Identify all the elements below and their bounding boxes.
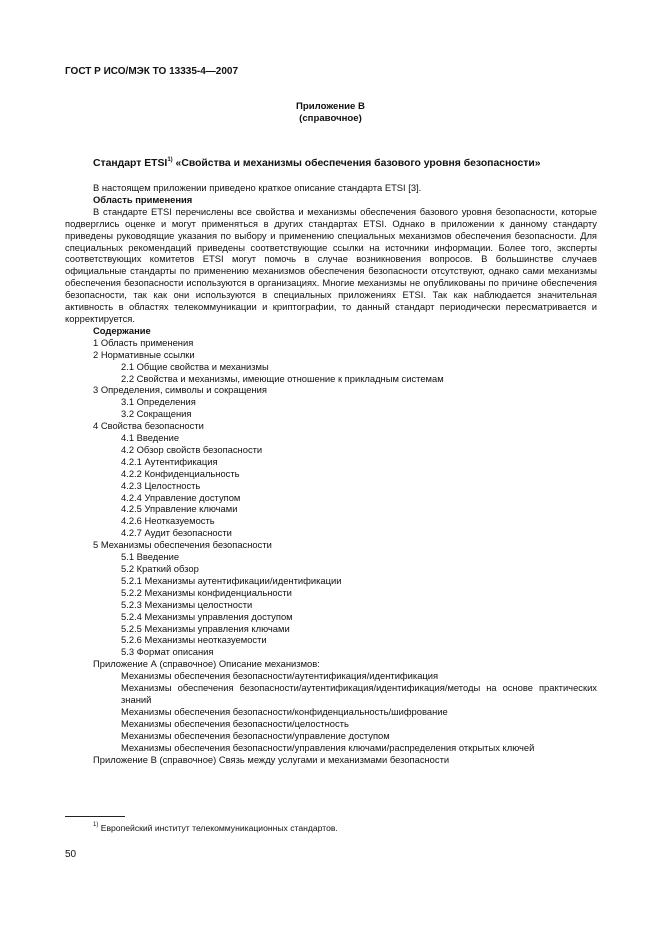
section-title-prefix: Стандарт ETSI: [93, 158, 168, 169]
footnote-text: Европейский институт телекоммуникационных стандартов.: [98, 823, 338, 833]
toc-item: 5.2 Краткий обзор: [121, 563, 199, 574]
section-title: [93, 158, 541, 169]
scope-paragraph: В стандарте ETSI перечислены все свойства и механизмы обеспечения базового уровня безопасности, которые подверглись оценке и могут применяться в других стандартах ETSI. Однако в приложении к данному стандарту приведены руководящие указания по выбору и применению специальных механизмов обеспечения безопасности. Для специальных рекомендаций приведены соответствующие ссылки на источники информации. Более того, эксперты соответствующих комитетов ETSI могут помочь в случае возникновения вопросов. В большинстве случаев официальные стандарты по применению механизмов обеспечения безопасности отсутствуют, однако сами механизмы обеспечения безопасности используются в организациях. Многие механизмы не опубликованы по причине обеспечения безопасности, так как они используются в специальных приложениях ETSI. Так как наблюдается значительная активность в областях телекоммуникации и криптографии, то данный стандарт периодически пересматривается и корректируется.: [65, 205, 597, 324]
toc-item: 3.2 Сокращения: [121, 408, 192, 420]
toc-item: 5.2.3 Механизмы целостности: [121, 598, 253, 610]
toc-item: Механизмы обеспечения безопасности/аутентификация/идентификация: [121, 670, 439, 682]
toc-item: Приложение В (справочное) Связь между услугами и механизмами безопасности: [93, 753, 450, 765]
toc-item: 5.2.5 Механизмы управления ключами: [121, 622, 290, 634]
toc-item: 2.1 Общие свойства и механизмы: [121, 360, 269, 372]
toc-item: 5.2.1 Механизмы аутентификации/идентификации: [121, 574, 342, 586]
toc-item: 5.2.2 Механизмы конфиденциальности: [121, 586, 292, 598]
footnote-mark: 1): [93, 822, 99, 828]
page-number: 50: [65, 849, 77, 860]
toc-item: 4.2.2 Конфиденциальность: [121, 467, 240, 479]
toc-item: Механизмы обеспечения безопасности/управление доступом: [121, 729, 390, 741]
toc-item: Механизмы обеспечения безопасности/управления ключами/распределения открытых ключей: [121, 741, 535, 753]
toc-item: 5.2.6 Механизмы неотказуемости: [121, 634, 267, 646]
body-text: [65, 182, 597, 765]
toc-item: Приложение А (справочное) Описание механизмов:: [93, 658, 320, 670]
toc-item: 4.2.6 Неотказуемость: [121, 515, 215, 527]
toc-item: Механизмы обеспечения безопасности/целостность: [121, 717, 349, 729]
footnote-reference: 1): [167, 157, 173, 163]
footnote: [93, 823, 338, 833]
toc-item: 5.3 Формат описания: [121, 646, 214, 658]
toc-item: 2.2 Свойства и механизмы, имеющие отношение к прикладным системам: [121, 372, 444, 384]
toc-item: 5 Механизмы обеспечения безопасности: [93, 539, 272, 551]
toc-item: 5.2.4 Механизмы управления доступом: [121, 610, 293, 622]
scope-heading: Область применения: [93, 193, 193, 205]
toc-item: Механизмы обеспечения безопасности/аутентификация/идентификация/методы на основе практических знаний: [121, 682, 597, 705]
toc-item: 5.1 Введение: [121, 551, 180, 563]
document-standard-id: ГОСТ Р ИСО/МЭК ТО 13335-4—2007: [65, 66, 239, 77]
section-title-suffix: «Свойства и механизмы обеспечения базового уровня безопасности»: [172, 158, 541, 169]
toc-item: 4.2.5 Управление ключами: [121, 503, 238, 515]
intro-paragraph: В настоящем приложении приведено краткое описание стандарта ETSI [3].: [93, 182, 422, 193]
toc-item: Механизмы обеспечения безопасности/конфиденциальность/шифрование: [121, 705, 448, 717]
footnote-divider: [65, 816, 125, 817]
toc-item: 4.2.1 Аутентификация: [121, 455, 218, 467]
toc-item: 4.2 Обзор свойств безопасности: [121, 443, 263, 455]
toc-item: 2 Нормативные ссылки: [93, 348, 195, 360]
appendix-title: Приложение В: [296, 101, 365, 112]
table-of-contents: [65, 337, 597, 766]
toc-item: 3.1 Определения: [121, 396, 196, 408]
toc-item: 4.2.4 Управление доступом: [121, 491, 241, 503]
contents-heading: Содержание: [93, 324, 151, 336]
appendix-subtitle: (справочное): [299, 113, 362, 124]
toc-item: 4 Свойства безопасности: [93, 420, 204, 432]
toc-item: 4.2.3 Целостность: [121, 479, 201, 491]
toc-item: 1 Область применения: [93, 336, 194, 348]
toc-item: 4.1 Введение: [121, 432, 180, 444]
toc-item: 3 Определения, символы и сокращения: [93, 384, 267, 396]
toc-item: 4.2.7 Аудит безопасности: [121, 527, 232, 539]
